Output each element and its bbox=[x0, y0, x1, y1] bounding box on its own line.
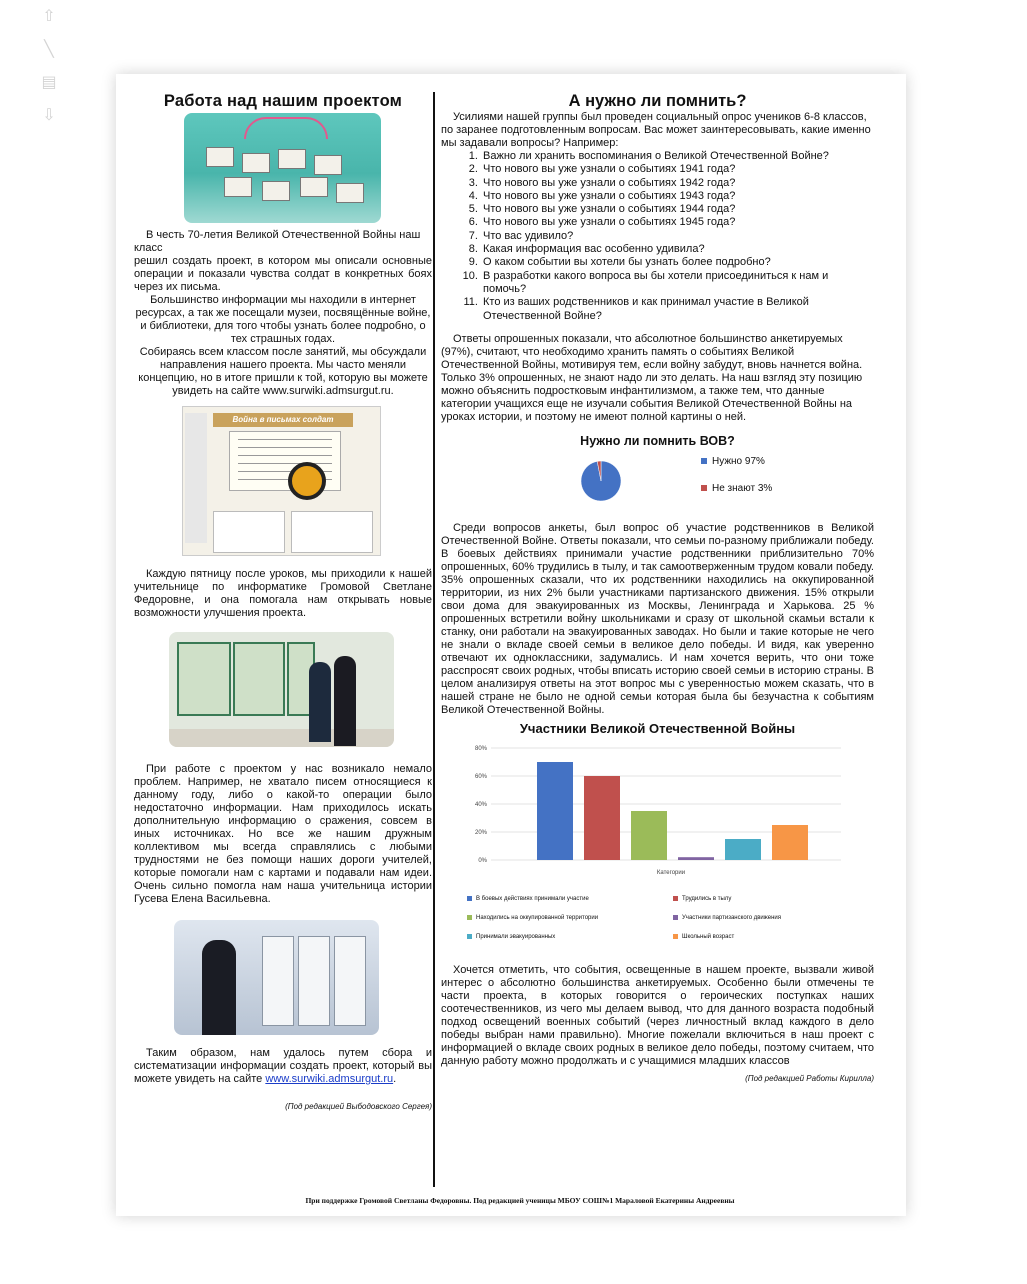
right-title: А нужно ли помнить? bbox=[568, 92, 747, 110]
left-credit: (Под редакцией Выбодовского Сергея) bbox=[285, 1102, 432, 1111]
document-icon[interactable]: ▤ bbox=[41, 74, 57, 91]
paragraph-sources: Большинство информации мы находили в интернет ресурсах, а так же посещали музеи, посвящённые войне, и библиотеки, для того чтобы узнать более подробно, о тех страшных годах. bbox=[135, 294, 431, 345]
pie-chart-title: Нужно ли помнить ВОВ? bbox=[580, 433, 735, 448]
bar bbox=[537, 762, 573, 860]
download-icon[interactable]: ⇩ bbox=[42, 107, 56, 124]
closing-paragraph: Хочется отметить, что события, освещенные в нашем проекте, вызвали живой интерес о абсолютно большинства анкетируемых. Особенно были отмечены те части проекта, в которых говорится о героических поступках наших соотечественников, из чего мы делаем вывод, что для данного возраста подобный подход освещений военных событий (через личностный вклад каждого в дело победы выбран нами правильно). Многие пожелали включиться в наш проект с информацией о вкладе своих родных в великое дело победы, поэтому считаем, что данную работу можно продолжать и с учащимися младших классов bbox=[441, 963, 874, 1067]
right-column bbox=[441, 92, 874, 1083]
bar bbox=[678, 857, 714, 860]
paragraph-intro-a: В честь 70-летия Великой Отечественной Войны наш класс bbox=[134, 229, 421, 254]
bar-legend-item: В боевых действиях принимали участие bbox=[467, 896, 589, 903]
bar bbox=[584, 776, 620, 860]
y-tick-label: 20% bbox=[474, 829, 487, 836]
site-link[interactable]: www.surwiki.admsurgut.ru bbox=[265, 1073, 394, 1085]
survey-question-2: 2. Что нового вы уже узнали о событиях 1941 года? bbox=[481, 163, 874, 176]
bar-legend-item: Участники партизанского движения bbox=[673, 915, 781, 922]
st-george-ribbon-icon bbox=[288, 462, 326, 500]
bar bbox=[725, 839, 761, 860]
viewer-toolbar bbox=[40, 8, 64, 140]
left-title: Работа над нашим проектом bbox=[163, 92, 403, 110]
y-tick-label: 60% bbox=[474, 773, 487, 780]
survey-question-3: 3. Что нового вы уже узнали о событиях 1942 года? bbox=[481, 177, 874, 190]
website-screenshot bbox=[182, 406, 381, 556]
survey-question-6: 6. Что нового вы уже узнали о событиях 1945 года? bbox=[481, 216, 874, 229]
bar-chart bbox=[441, 736, 874, 964]
survey-question-1: 1. Важно ли хранить воспоминания о Великой Отечественной Войне? bbox=[481, 150, 874, 163]
y-tick-label: 80% bbox=[474, 745, 487, 752]
relatives-paragraph: Среди вопросов анкеты, был вопрос об участие родственников в Великой Отечественной Войне. Ответы показали, что семьи по-разному приближали победу. В боевых действиях принимали участие родственники приблизительно 70% опрошенных, 60% трудились в тылу, и так самоотверженным трудом ковали победу. 35% опрошенных сказали, что их родственники находились на оккупированной территории, из них 2% были участниками партизанского движения. 15% открыли свои дома для эвакуированных из Москвы, Ленинграда и Харькова. 25 % опрошенных встретили войну школьниками и сразу от школьной скамьи встали к станку, они работали на эвакуированных заводах. Но были и такие которые не чего не знали о вкладе своей семьи в великое дело победы. И видя, как уверенно отвечают их одноклассники, задумались. И нам хочется верить, что они тоже расспросят своих родных, чтобы вписать историю своей семьи в историю страны. В целом анализируя ответы на этот вопрос мы с уверенностью можем сказать, что в нашей стране не было не одной семьи которая была бы безучастна к событиям Великой Отечественной Войны. bbox=[441, 521, 874, 716]
pie-chart bbox=[441, 448, 874, 518]
pie-legend-item: Не знают 3% bbox=[701, 483, 772, 494]
paragraph-discussion: Собираясь всем классом после занятий, мы обсуждали направления нашего проекта. Мы часто меняли концепцию, но в итоге пришли к той, которую вы можете увидеть на сайте www.surwiki.admsurgut.ru. bbox=[138, 346, 428, 397]
right-credit: (Под редакцией Работы Кирилла) bbox=[745, 1073, 874, 1083]
y-tick-label: 0% bbox=[478, 857, 487, 864]
paragraph-intro-b: решил создать проект, в котором мы описали основные операции и показали чувства солдат в конкретных боях через их письма. bbox=[134, 255, 432, 293]
pencil-icon[interactable]: ╲ bbox=[44, 41, 54, 58]
survey-question-11: 11. Кто из ваших родственников и как принимал участие в Великой Отечественной Войне? bbox=[481, 296, 874, 323]
y-tick-label: 40% bbox=[474, 801, 487, 808]
page-footer: При поддержке Громовой Светланы Федоровны. Под редакцией ученицы МБОУ СОШ№1 Мараловой Екатерины Андреевны bbox=[305, 1196, 735, 1205]
survey-question-4: 4. Что нового вы уже узнали о событиях 1943 года? bbox=[481, 190, 874, 203]
pie-chart-svg bbox=[441, 448, 874, 518]
column-divider bbox=[433, 92, 435, 1187]
bar-legend-item: Трудились в тылу bbox=[673, 896, 731, 903]
bar-legend-item: Школьный возраст bbox=[673, 934, 734, 941]
bar-chart-title: Участники Великой Отечественной Войны bbox=[519, 720, 796, 736]
bar-legend-item: Принимали эвакуированных bbox=[467, 934, 555, 941]
answers-paragraph: Ответы опрошенных показали, что абсолютное большинство анкетируемых (97%), считают, что необходимо хранить память о событиях Великой Отечественной Войны, мотивируя тем, если войну забудут, вновь начнется война. Только 3% опрошенных, не знают надо ли это делать. На наш взгляд эту позицию можно объяснить подростковым инфантилизмом, а также тем, что данные категории учащихся еще не изучали события Великой Отечественной Войны на уроках истории, и поэтому не имеют полной картины о ней. bbox=[441, 332, 863, 423]
survey-question-8: 8. Какая информация вас особенно удивила? bbox=[481, 243, 874, 256]
x-axis-label: Категории bbox=[656, 869, 686, 876]
survey-intro: Усилиями нашей группы был проведен социальный опрос учеников 6-8 классов, по заранее подготовленным вопросам. Вас может заинтересовывать, какие именно мы задавали вопросы? Например: bbox=[441, 111, 871, 149]
paragraph-conclusion: Таким образом, нам удалось путем сбора и систематизации информации создать проект, который вы можете увидеть на сайте www.surwiki.admsurgut.ru. bbox=[134, 1047, 432, 1085]
home-icon[interactable]: ⇧ bbox=[42, 8, 56, 25]
survey-question-5: 5. Что нового вы уже узнали о событиях 1944 года? bbox=[481, 203, 874, 216]
student-exhibit-photo bbox=[174, 920, 379, 1035]
classroom-photo bbox=[184, 113, 381, 223]
survey-questions bbox=[441, 150, 874, 323]
bar bbox=[772, 825, 808, 860]
left-column bbox=[134, 92, 432, 1111]
site-header: Война в письмах солдат bbox=[213, 413, 353, 427]
survey-question-10: 10. В разработки какого вопроса вы бы хотели присоединиться к нам и помочь? bbox=[481, 270, 874, 297]
survey-question-9: 9. О каком событии вы хотели бы узнать более подробно? bbox=[481, 256, 874, 269]
paragraph-problems: При работе с проектом у нас возникало немало проблем. Например, не хватало писем относящиеся к данному году, либо о какой-то операции было недостаточно информации. Нам приходилось искать дополнительную информацию о сражения, совсем в иных источниках. Но все же нашим дружным коллективом мы всегда справлялись с любыми трудностями не без помощи наших дороги учителей, которые помогали нам с картами и подавали нам идеи. Очень сильно помогла нам наша учительница истории Гусева Елена Васильевна. bbox=[134, 763, 432, 905]
survey-question-7: 7. Что вас удивило? bbox=[481, 230, 874, 243]
bar-legend-item: Находились на оккупированной территории bbox=[467, 915, 598, 922]
pie-legend-item: Нужно 97% bbox=[701, 456, 765, 467]
paragraph-teacher: Каждую пятницу после уроков, мы приходили к нашей учительнице по информатике Громовой Светлане Федоровне, и она помогала нам открывать новые возможности улучшения проекта. bbox=[134, 568, 432, 619]
students-at-stand-photo bbox=[169, 632, 394, 747]
bar-chart-svg bbox=[441, 736, 874, 886]
bar bbox=[631, 811, 667, 860]
